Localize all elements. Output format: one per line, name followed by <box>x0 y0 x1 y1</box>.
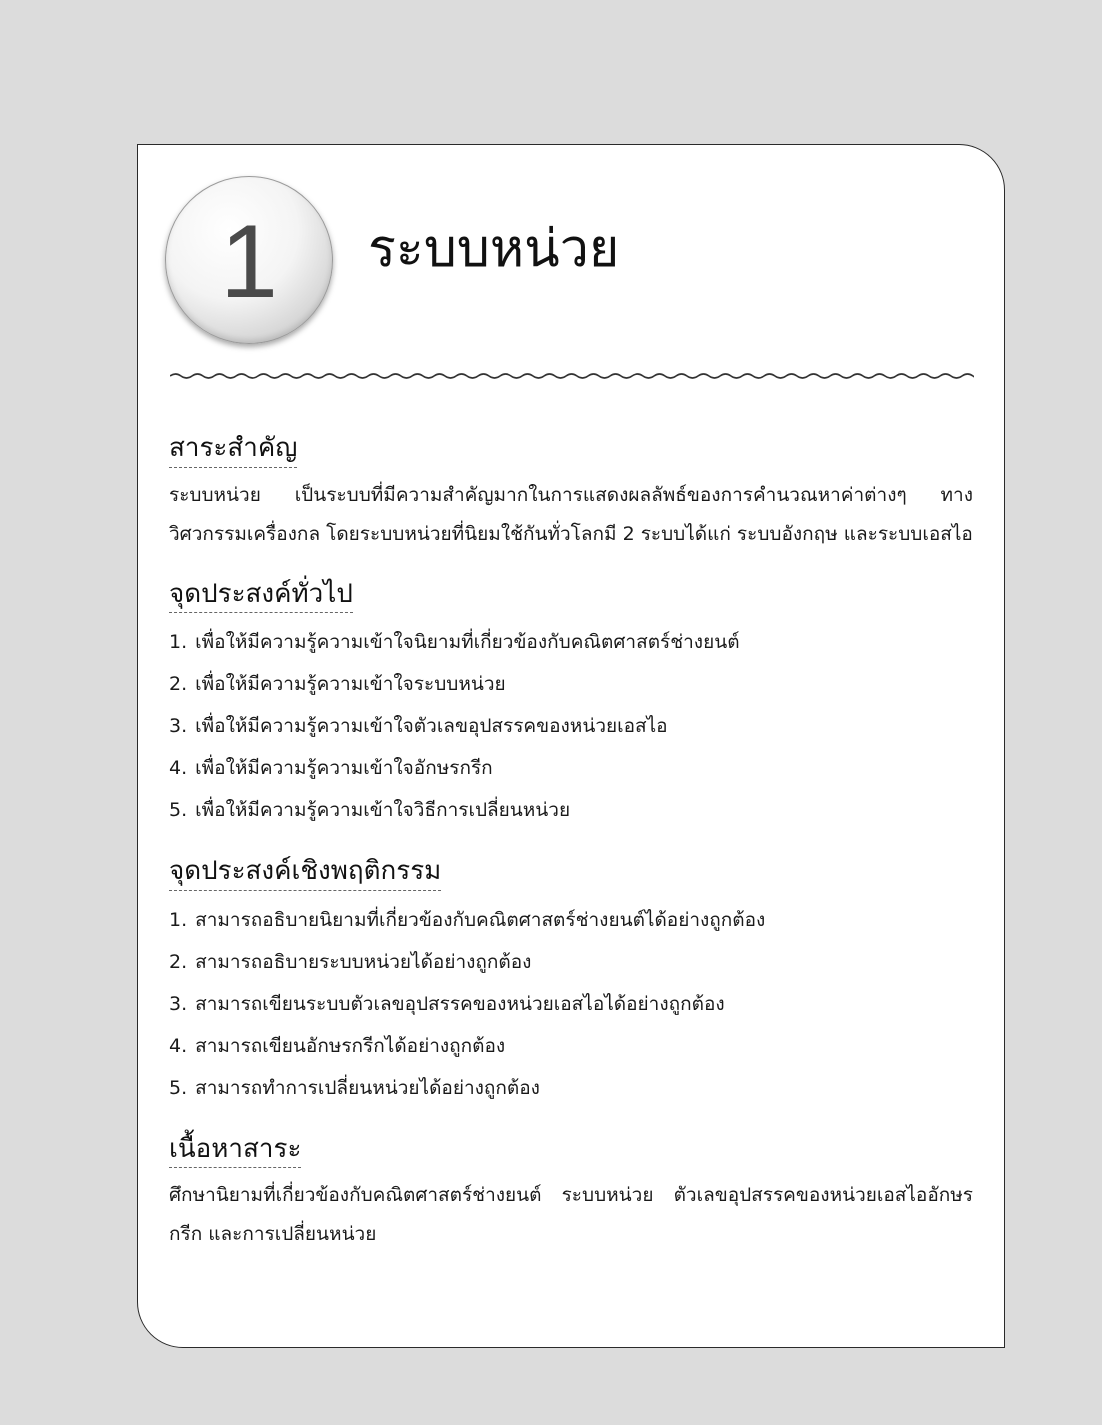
section-heading: เนื้อหาสาระ <box>169 1133 301 1169</box>
content-summary-paragraph: ศึกษานิยามที่เกี่ยวข้องกับคณิตศาสตร์ช่างยนต์ ระบบหน่วย ตัวเลขอุปสรรคของหน่วยเอสไออักษรกรีก และการเปลี่ยนหน่วย <box>169 1184 973 1245</box>
chapter-content <box>169 432 973 1278</box>
section-content-summary <box>169 1133 973 1255</box>
item-text: สามารถอธิบายนิยามที่เกี่ยวข้องกับคณิตศาสตร์ช่างยนต์ได้อย่างถูกต้อง <box>195 908 766 931</box>
section-behavioral-objectives <box>169 855 973 1109</box>
item-text: สามารถอธิบายระบบหน่วยได้อย่างถูกต้อง <box>195 950 532 973</box>
section-heading: จุดประสงค์เชิงพฤติกรรม <box>169 855 441 891</box>
item-number: 3. <box>169 715 188 737</box>
list-item <box>169 789 973 831</box>
item-text: สามารถทำการเปลี่ยนหน่วยได้อย่างถูกต้อง <box>195 1076 540 1099</box>
section-heading: จุดประสงค์ทั่วไป <box>169 578 353 614</box>
list-item <box>169 747 973 789</box>
item-number: 1. <box>169 908 188 931</box>
section-heading: สาระสำคัญ <box>169 432 297 468</box>
item-text: เพื่อให้มีความรู้ความเข้าใจตัวเลขอุปสรรคของหน่วยเอสไอ <box>195 715 668 737</box>
chapter-number-badge <box>165 176 333 344</box>
chapter-number: 1 <box>220 204 278 320</box>
item-text: เพื่อให้มีความรู้ความเข้าใจระบบหน่วย <box>195 673 506 695</box>
list-item <box>169 941 973 983</box>
item-text: สามารถเขียนอักษรกรีกได้อย่างถูกต้อง <box>195 1034 506 1057</box>
general-objectives-list <box>169 621 973 831</box>
list-item <box>169 663 973 705</box>
item-number: 5. <box>169 799 188 821</box>
item-number: 5. <box>169 1076 188 1099</box>
item-number: 2. <box>169 950 188 973</box>
list-item <box>169 705 973 747</box>
item-number: 4. <box>169 1034 188 1057</box>
item-number: 4. <box>169 757 188 779</box>
item-text: เพื่อให้มีความรู้ความเข้าใจนิยามที่เกี่ยวข้องกับคณิตศาสตร์ช่างยนต์ <box>195 631 740 653</box>
list-item <box>169 1025 973 1067</box>
item-text: เพื่อให้มีความรู้ความเข้าใจวิธีการเปลี่ยนหน่วย <box>195 799 571 821</box>
essence-paragraph: ระบบหน่วย เป็นระบบที่มีความสำคัญมากในการแสดงผลลัพธ์ของการคำนวณหาค่าต่างๆ ทางวิศวกรรมเครื่องกล โดยระบบหน่วยที่นิยมใช้กันทั่วโลกมี 2 ระบบได้แก่ ระบบอังกฤษ และระบบเอสไอ <box>169 483 973 545</box>
item-number: 2. <box>169 673 188 695</box>
list-item <box>169 621 973 663</box>
behavioral-objectives-list <box>169 899 973 1109</box>
item-number: 3. <box>169 992 188 1015</box>
chapter-title: ระบบหน่วย <box>368 219 620 279</box>
wave-divider <box>170 366 974 386</box>
list-item <box>169 983 973 1025</box>
item-number: 1. <box>169 631 188 653</box>
list-item <box>169 899 973 941</box>
item-text: เพื่อให้มีความรู้ความเข้าใจอักษรกรีก <box>195 757 493 779</box>
list-item <box>169 1067 973 1109</box>
section-general-objectives <box>169 578 973 832</box>
section-essence <box>169 432 973 554</box>
item-text: สามารถเขียนระบบตัวเลขอุปสรรคของหน่วยเอสไอได้อย่างถูกต้อง <box>195 992 725 1015</box>
